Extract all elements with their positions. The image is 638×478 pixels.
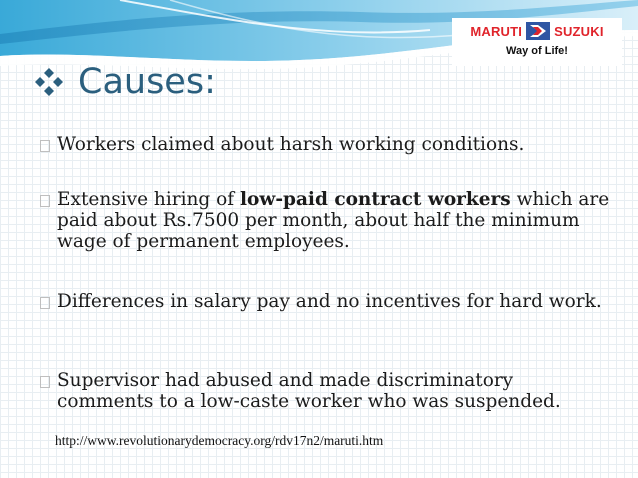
- bullet-item: [40, 291, 610, 312]
- logo-brand-left: MARUTI: [470, 23, 523, 39]
- bullet-text-suffix: which are paid about Rs.7500 per month, about half the minimum wage of permanent employees.: [57, 189, 610, 252]
- diamond-bullet-icon: [34, 67, 64, 97]
- suzuki-s-logo-icon: [526, 22, 550, 40]
- maruti-suzuki-logo: [452, 18, 622, 66]
- bullet-box-icon: [40, 140, 50, 152]
- bullet-item: [40, 134, 610, 155]
- slide-title-text: Causes:: [78, 62, 216, 102]
- bullet-text: Differences in salary pay and no incentives for hard work.: [57, 291, 602, 312]
- bullet-text-bold: low-paid contract workers: [240, 189, 511, 210]
- bullet-item: [40, 189, 610, 252]
- bullet-box-icon: [40, 376, 50, 388]
- logo-wordmark: [452, 21, 622, 41]
- logo-brand-right: SUZUKI: [554, 23, 604, 39]
- bullet-text: Supervisor had abused and made discriminatory comments to a low-caste worker who was suspended.: [57, 370, 561, 412]
- bullet-text: [40, 189, 610, 252]
- bullet-item: [40, 370, 610, 412]
- logo-tagline: Way of Life!: [506, 45, 568, 57]
- source-url-text: http://www.revolutionarydemocracy.org/rdv17n2/maruti.htm: [55, 433, 384, 448]
- slide-title: [34, 58, 216, 106]
- bullet-box-icon: [40, 297, 50, 309]
- bullet-box-icon: [40, 195, 50, 207]
- bullet-text-prefix: Extensive hiring of: [57, 189, 241, 210]
- bullet-text: Workers claimed about harsh working conditions.: [57, 134, 525, 155]
